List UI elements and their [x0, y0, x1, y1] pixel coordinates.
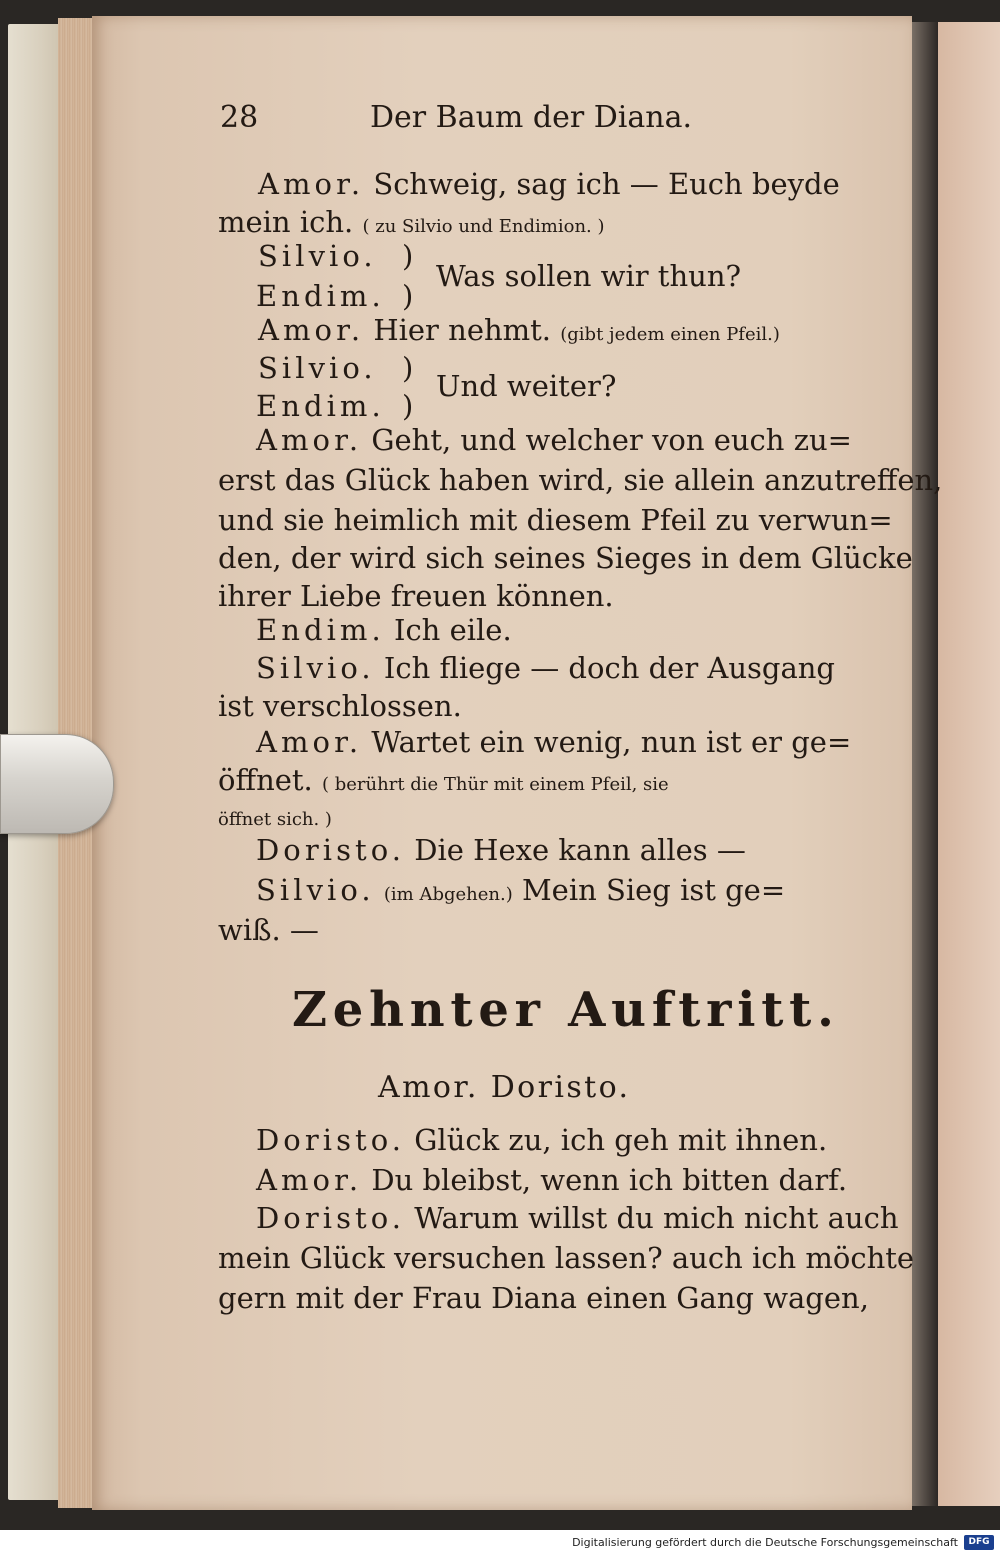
dialogue-line [218, 764, 669, 801]
brace: ) [402, 279, 414, 313]
dialogue-line [258, 314, 780, 351]
speaker-name: Endim. [256, 389, 385, 423]
dialogue-line [258, 168, 840, 200]
speaker-name: Silvio. [256, 651, 375, 685]
scene-heading: Zehnter Auftritt. [292, 982, 840, 1038]
line-text: Was sollen wir thun? [436, 259, 742, 293]
line-text: Mein Sieg ist ge= [521, 873, 786, 907]
speaker-name: Amor. [256, 725, 363, 759]
speaker-name: Endim. [256, 279, 385, 313]
dfg-logo: DFG [964, 1535, 994, 1550]
footer-bar [0, 1530, 1000, 1556]
speaker-name: Endim. [256, 613, 385, 647]
running-title: Der Baum der Diana. [370, 100, 693, 135]
line-text: Hier nehmt. [373, 313, 552, 347]
dialogue-line [218, 206, 605, 243]
funding-credit: Digitalisierung gefördert durch die Deutsche Forschungsgemeinschaft [572, 1536, 958, 1549]
stage-direction: (gibt jedem einen Pfeil.) [560, 324, 780, 345]
line-text: den, der wird sich seines Sieges in dem Glücke [218, 541, 913, 575]
dialogue-line [256, 1124, 827, 1156]
dialogue-line [256, 874, 785, 911]
line-text: Glück zu, ich geh mit ihnen. [414, 1123, 828, 1157]
line-text: Und weiter? [436, 369, 617, 403]
line-text: und sie heimlich mit diesem Pfeil zu verwun= [218, 503, 893, 537]
line-text: Du bleibst, wenn ich bitten darf. [371, 1163, 848, 1197]
stage-direction: öffnet sich. ) [218, 809, 332, 830]
speaker-name: Silvio. [256, 873, 375, 907]
speaker-name: Amor. [258, 167, 365, 201]
dialogue-line [256, 834, 746, 866]
dialogue-line [256, 1164, 847, 1196]
line-text: mein ich. [218, 205, 354, 239]
line-text: ist verschlossen. [218, 689, 462, 723]
line-text: ihrer Liebe freuen können. [218, 579, 614, 613]
line-text: Die Hexe kann alles — [414, 833, 746, 867]
dialogue-line [256, 726, 851, 758]
line-text: wiß. — [218, 913, 319, 947]
speaker-name: Silvio. [258, 351, 377, 385]
dialogue-line [256, 424, 852, 456]
line-text: gern mit der Frau Diana einen Gang wagen, [218, 1281, 869, 1315]
speaker-name: Amor. [256, 423, 363, 457]
brace: ) [402, 351, 414, 385]
line-text: öffnet. [218, 763, 313, 797]
line-text: Wartet ein wenig, nun ist er ge= [371, 725, 852, 759]
speaker-name: Amor. [258, 313, 365, 347]
stage-direction: ( berührt die Thür mit einem Pfeil, sie [322, 774, 669, 795]
line-text: Schweig, sag ich — Euch beyde [373, 167, 840, 201]
line-text: erst das Glück haben wird, sie allein anzutreffen, [218, 463, 943, 497]
speaker-name: Doristo. [256, 1123, 406, 1157]
speaker-name: Doristo. [256, 1201, 406, 1235]
line-text: Warum willst du mich nicht auch [414, 1201, 899, 1235]
brace: ) [402, 389, 414, 423]
line-text: Ich fliege — doch der Ausgang [383, 651, 835, 685]
scene-characters: Amor. Doristo. [378, 1070, 631, 1105]
line-text: mein Glück versuchen lassen? auch ich möchte [218, 1241, 915, 1275]
dialogue-line [256, 614, 512, 646]
stage-direction: (im Abgehen.) [383, 884, 513, 905]
page-number: 28 [220, 100, 259, 135]
speaker-name: Doristo. [256, 833, 406, 867]
dialogue-line [256, 652, 835, 684]
dialogue-line [256, 1202, 899, 1234]
line-text: Ich eile. [393, 613, 512, 647]
stage-direction: ( zu Silvio und Endimion. ) [362, 216, 605, 237]
speaker-name: Silvio. [258, 239, 377, 273]
speaker-name: Amor. [256, 1163, 363, 1197]
line-text: Geht, und welcher von euch zu= [371, 423, 852, 457]
brace: ) [402, 239, 414, 273]
